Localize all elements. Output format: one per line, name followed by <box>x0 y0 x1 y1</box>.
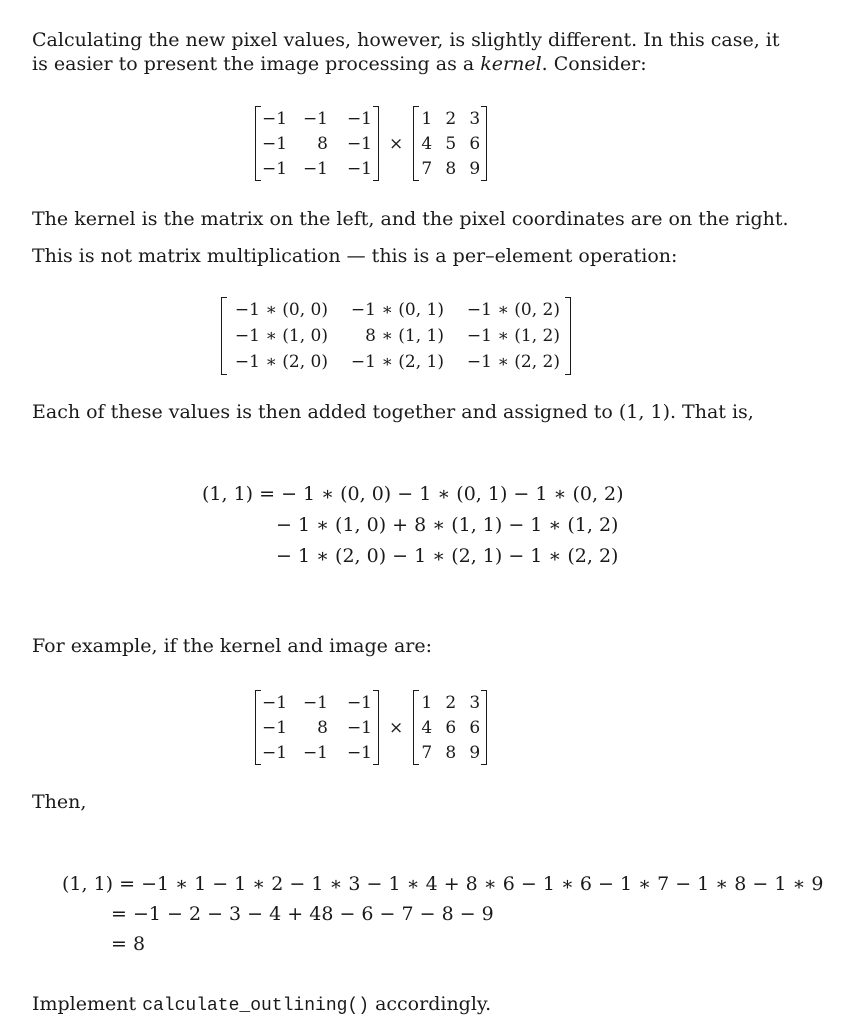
matrix-cell: −1 <box>302 158 328 179</box>
matrix-cell: 2 <box>445 108 457 129</box>
text-span: accordingly. <box>369 993 492 1015</box>
matrix-cell: 6 <box>469 133 481 154</box>
matrix-cell: −1 ∗ (0, 2) <box>466 300 560 320</box>
text-span: Implement <box>32 993 143 1015</box>
sum-equation-line-3: − 1 ∗ (2, 0) − 1 ∗ (2, 1) − 1 ∗ (2, 2) <box>276 545 619 567</box>
matrix-cell: 8 <box>317 717 328 738</box>
kernel-times-coords <box>255 106 487 181</box>
sum-equation-line-2: − 1 ∗ (1, 0) + 8 ∗ (1, 1) − 1 ∗ (1, 2) <box>276 514 619 536</box>
matrix-row <box>262 106 372 131</box>
matrix-cell: 8 <box>445 158 457 179</box>
sum-equation-line-1: (1, 1) = − 1 ∗ (0, 0) − 1 ∗ (0, 1) − 1 ∗ (0, 2) <box>202 483 624 505</box>
matrix-cell: −1 ∗ (0, 0) <box>234 300 328 320</box>
matrix-cell: 2 <box>445 692 457 713</box>
matrix-cell: 8 <box>317 133 328 154</box>
matrix-cell: 7 <box>421 742 433 763</box>
matrix-cell: −1 <box>346 742 372 763</box>
matrix-cell: 6 <box>445 717 457 738</box>
matrix-cell: 9 <box>469 158 481 179</box>
per-element-matrix <box>221 297 571 375</box>
kernel-term: kernel <box>480 53 542 75</box>
matrix-cell: −1 ∗ (1, 2) <box>466 326 560 346</box>
matrix-cell: −1 <box>302 108 328 129</box>
coord-matrix <box>413 106 487 181</box>
text-then: Then, <box>32 791 87 813</box>
per-element-display <box>221 297 571 375</box>
matrix-row <box>228 323 564 349</box>
times-sign: × <box>389 133 404 154</box>
matrix-row <box>228 297 564 323</box>
matrix-cell: 4 <box>421 717 433 738</box>
matrix-cell: −1 <box>346 717 372 738</box>
text-span: is easier to present the image processing as a <box>32 53 481 75</box>
matrix-row <box>262 131 372 156</box>
text-not-matmul: This is not matrix multiplication — this is a per–element operation: <box>32 245 678 267</box>
function-name-code: calculate_outlining() <box>142 996 370 1016</box>
implement-line <box>32 992 491 1018</box>
matrix-cell: −1 <box>302 692 328 713</box>
example-equation-line-2: = −1 − 2 − 3 − 4 + 48 − 6 − 7 − 8 − 9 <box>111 903 494 925</box>
intro-line-1: Calculating the new pixel values, however, is slightly different. In this case, it <box>32 29 780 51</box>
matrix-row <box>420 131 480 156</box>
matrix-cell: −1 <box>262 742 288 763</box>
matrix-cell: −1 ∗ (2, 0) <box>234 352 328 372</box>
matrix-row <box>228 349 564 375</box>
matrix-cell: −1 ∗ (1, 0) <box>234 326 328 346</box>
matrix-cell: −1 <box>346 158 372 179</box>
matrix-cell: 7 <box>421 158 433 179</box>
times-sign: × <box>389 717 404 738</box>
example-kernel-times-image <box>255 690 487 765</box>
matrix-row <box>420 156 480 181</box>
matrix-cell: −1 <box>262 692 288 713</box>
matrix-cell: −1 <box>262 108 288 129</box>
example-equation-line-3: = 8 <box>111 933 146 955</box>
matrix-cell: −1 <box>346 133 372 154</box>
example-image-matrix <box>413 690 487 765</box>
matrix-cell: −1 ∗ (2, 2) <box>466 352 560 372</box>
matrix-row <box>262 740 372 765</box>
text-span: . Consider: <box>541 53 647 75</box>
matrix-cell: 4 <box>421 133 433 154</box>
matrix-row <box>262 156 372 181</box>
matrix-cell: 1 <box>421 692 433 713</box>
matrix-cell: −1 ∗ (0, 1) <box>350 300 444 320</box>
intro-line-2 <box>32 52 647 76</box>
matrix-cell: 3 <box>469 692 481 713</box>
matrix-row <box>420 106 480 131</box>
matrix-cell: 3 <box>469 108 481 129</box>
matrix-row <box>262 715 372 740</box>
matrix-cell: −1 <box>262 158 288 179</box>
matrix-cell: −1 <box>346 108 372 129</box>
example-kernel-matrix <box>255 690 379 765</box>
matrix-cell: 9 <box>469 742 481 763</box>
matrix-cell: −1 <box>262 133 288 154</box>
matrix-row <box>420 690 480 715</box>
text-kernel-left: The kernel is the matrix on the left, and the pixel coordinates are on the right. <box>32 208 789 230</box>
matrix-row <box>420 740 480 765</box>
matrix-cell: 8 ∗ (1, 1) <box>365 326 444 346</box>
matrix-cell: 1 <box>421 108 433 129</box>
text-example: For example, if the kernel and image are: <box>32 635 433 657</box>
matrix-cell: −1 ∗ (2, 1) <box>350 352 444 372</box>
matrix-cell: 8 <box>445 742 457 763</box>
matrix-row <box>262 690 372 715</box>
matrix-cell: 5 <box>445 133 457 154</box>
matrix-row <box>420 715 480 740</box>
matrix-cell: −1 <box>346 692 372 713</box>
matrix-cell: −1 <box>302 742 328 763</box>
matrix-cell: −1 <box>262 717 288 738</box>
matrix-cell: 6 <box>469 717 481 738</box>
kernel-matrix <box>255 106 379 181</box>
example-equation-line-1: (1, 1) = −1 ∗ 1 − 1 ∗ 2 − 1 ∗ 3 − 1 ∗ 4 + 8 ∗ 6 − 1 ∗ 6 − 1 ∗ 7 − 1 ∗ 8 − 1 ∗ 9 <box>62 873 824 895</box>
text-added: Each of these values is then added together and assigned to (1, 1). That is, <box>32 401 754 423</box>
